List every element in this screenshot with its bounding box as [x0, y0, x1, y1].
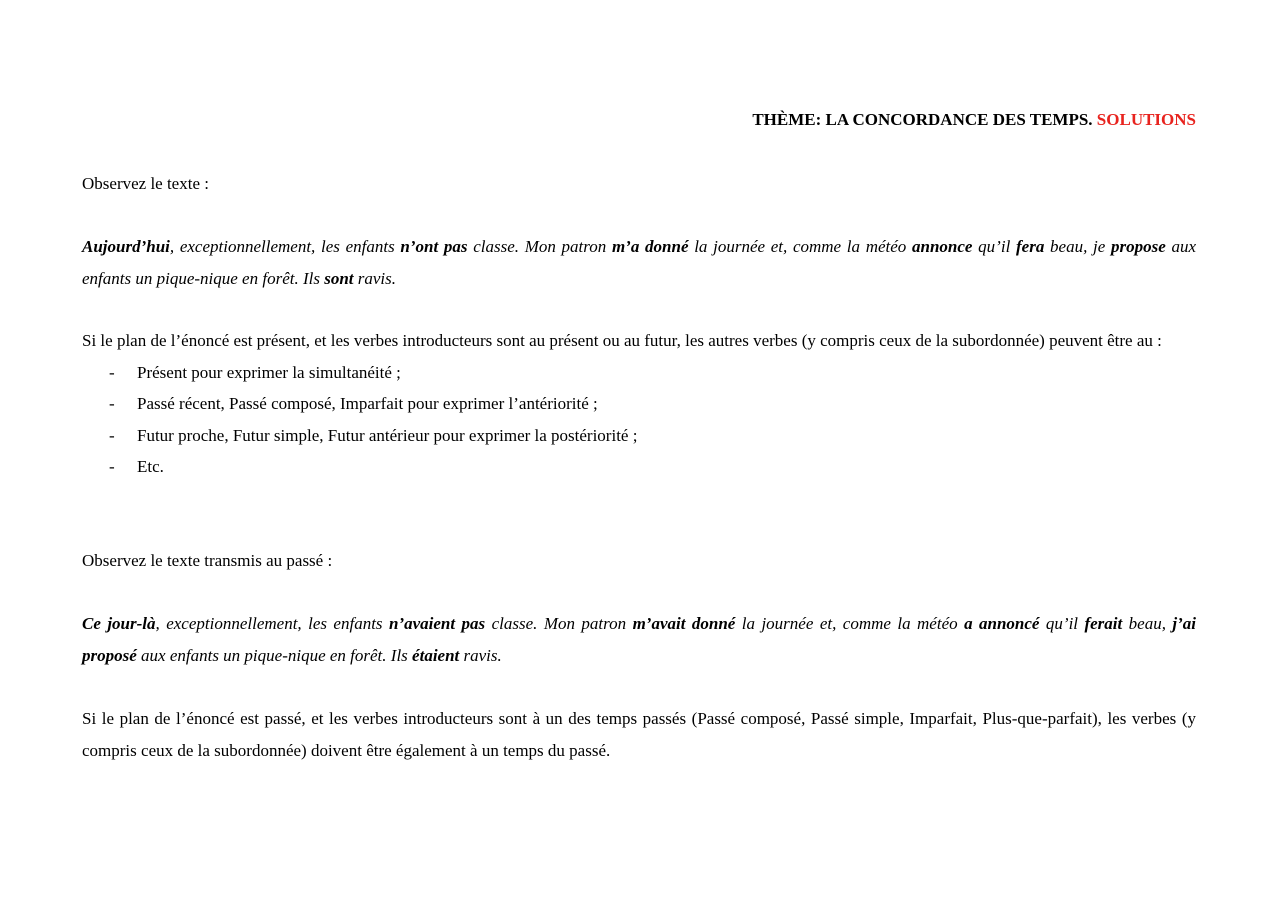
list-item: - Passé récent, Passé composé, Imparfait pour exprimer l’antériorité ; [82, 388, 1196, 420]
list-item: - Futur proche, Futur simple, Futur antérieur pour exprimer la postériorité ; [82, 420, 1196, 452]
example-past-verb-3: m’avait donné [632, 614, 736, 633]
example-present-verb-7: sont [324, 268, 354, 288]
example-past-verb-2: n’avaient pas [388, 614, 486, 633]
example-past-verb-1: Ce jour-là [82, 614, 156, 633]
example-present-verb-2: n’ont pas [400, 237, 468, 256]
page-title [752, 109, 1196, 131]
title-main: THÈME: LA CONCORDANCE DES TEMPS. [752, 110, 1093, 129]
example-past-verb-5: ferait [1084, 614, 1123, 633]
example-past-paragraph: Ce jour-là, exceptionnellement, les enfants n’avaient pas classe. Mon patron m’avait donné la journée et, comme la météo a annoncé qu’il ferait beau, j’ai proposé aux enfants un pique-nique en forêt. Ils étaient ravis. [82, 614, 1197, 665]
example-past-verb-6: j’ai proposé [82, 614, 1197, 665]
list-dash: - [109, 425, 115, 445]
rule-past-paragraph: Si le plan de l’énoncé est passé, et les verbes introducteurs sont à un des temps passés (Passé composé, Passé simple, Imparfait, Plus-que-parfait), les verbes (y compris ceux de la subordonnée) doivent être également à un temps du passé. [82, 709, 1196, 760]
list-item: - Présent pour exprimer la simultanéité ; [82, 357, 1196, 389]
observe-prompt-2: Observez le texte transmis au passé : [82, 551, 333, 570]
list-item: - Etc. [82, 451, 1196, 483]
example-present-verb-1: Aujourd’hui [82, 237, 170, 256]
list-dash: - [109, 457, 115, 476]
title-solutions: SOLUTIONS [1096, 110, 1196, 129]
example-present-verb-3: m’a donné [611, 237, 689, 256]
tense-list [82, 357, 1196, 483]
example-present-verb-6: propose [1110, 237, 1166, 256]
example-present-paragraph: Aujourd’hui, exceptionnellement, les enfants n’ont pas classe. Mon patron m’a donné la journée et, comme la météo annonce qu’il fera beau, je propose aux enfants un pique-nique en forêt. Ils sont ravis. [82, 237, 1197, 288]
example-past-verb-7: étaient [412, 645, 460, 665]
rule-present-paragraph: Si le plan de l’énoncé est présent, et les verbes introducteurs sont au présent ou au futur, les autres verbes (y compris ceux de la subordonnée) peuvent être au : - Présent pour exprimer la simultanéité ; - Passé récent, Passé composé, Imparfait pour exprimer l’antériorité ; - Futur proche, Futur simple, Futur antérieur pour exprimer la postériorité ; - Etc. [82, 325, 1196, 483]
list-dash: - [109, 362, 115, 382]
observe-prompt-1: Observez le texte : [82, 174, 209, 193]
list-dash: - [109, 394, 115, 413]
example-present-verb-4: annonce [912, 237, 973, 256]
example-past-verb-4: a annoncé [964, 614, 1040, 633]
example-present-verb-5: fera [1016, 237, 1045, 256]
